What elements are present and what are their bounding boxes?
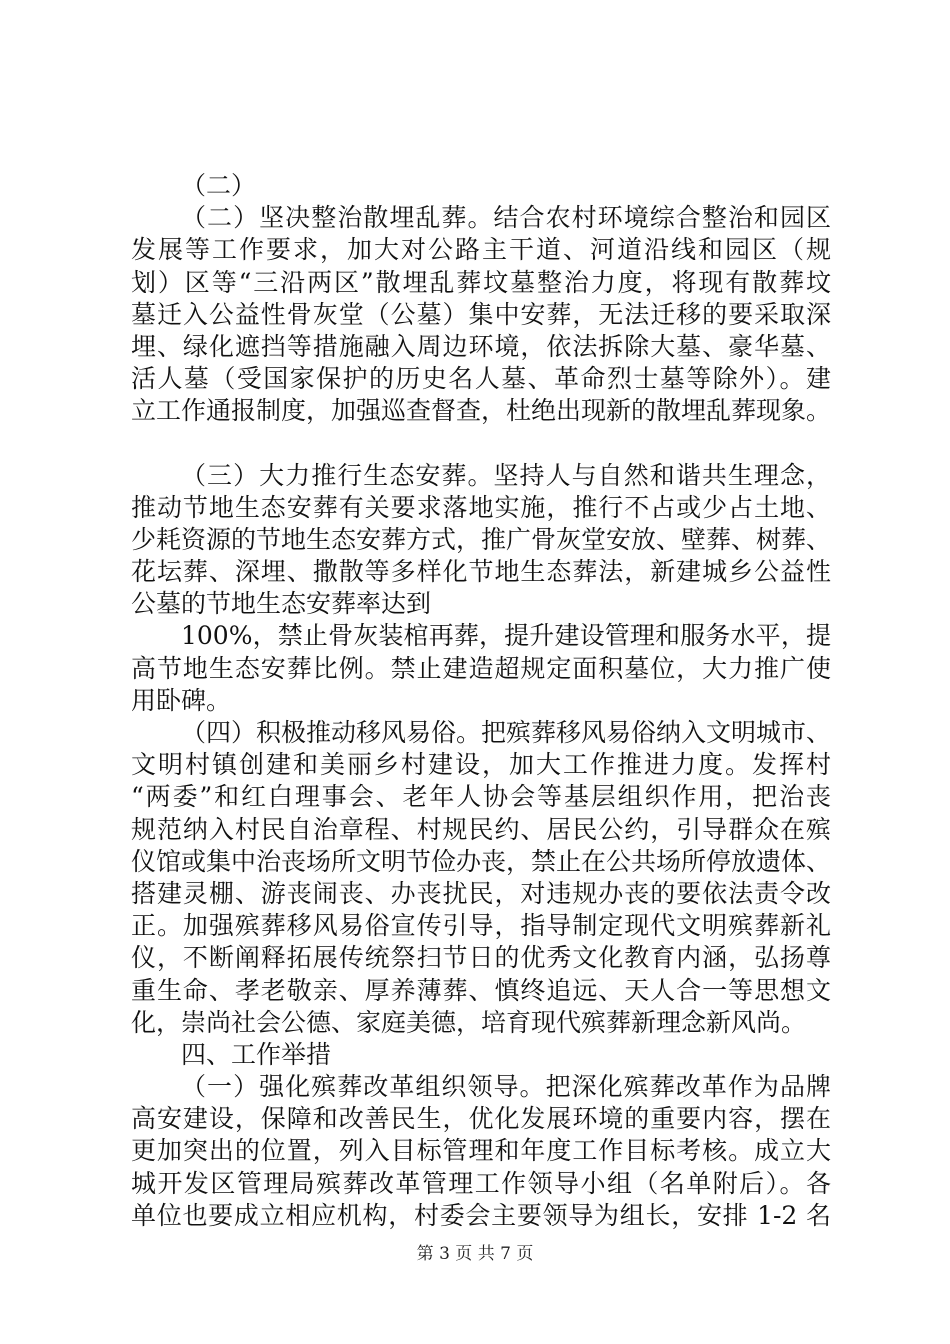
para2-line-5: 埋、绿化遮挡等措施融入周边环境，依法拆除大墓、豪华墓、 (131, 331, 831, 361)
para4-line-6: 搭建灵棚、游丧闹丧、办丧扰民，对违规办丧的要依法责令改 (131, 878, 831, 908)
para2-line-6: 活人墓（受国家保护的历史名人墓、革命烈士墓等除外）。建 (131, 364, 831, 394)
para5-line-1: （一）强化殡葬改革组织领导。把深化殡葬改革作为品牌 (181, 1072, 831, 1102)
heading-er: （二） (181, 171, 257, 200)
para4-line-7: 正。加强殡葬移风易俗宣传引导，指导制定现代文明殡葬新礼 (131, 911, 831, 941)
para2-line-4: 墓迁入公益性骨灰堂（公墓）集中安葬，无法迁移的要采取深 (131, 299, 831, 329)
para4-line-2: 文明村镇创建和美丽乡村建设，加大工作推进力度。发挥村 (131, 750, 831, 780)
para5-line-3: 更加突出的位置，列入目标管理和年度工作目标考核。成立大 (131, 1136, 831, 1166)
para3b-line-2: 高节地生态安葬比例。禁止建造超规定面积墓位，大力推广使 (131, 653, 831, 683)
para5-line-4: 城开发区管理局殡葬改革管理工作领导小组（名单附后）。各 (131, 1168, 831, 1198)
para4-line-10: 化，崇尚社会公德、家庭美德，培育现代殡葬新理念新风尚。 (131, 1007, 807, 1037)
para4-line-8: 仪，不断阐释拓展传统祭扫节日的优秀文化教育内涵，弘扬尊 (131, 943, 831, 973)
para3-line-5: 公墓的节地生态安葬率达到 (131, 589, 432, 619)
para3-line-1: （三）大力推行生态安葬。坚持人与自然和谐共生理念， (181, 460, 831, 490)
para3-line-3: 少耗资源的节地生态安葬方式，推广骨灰堂安放、壁葬、树葬、 (131, 524, 832, 554)
para3-line-2: 推动节地生态安葬有关要求落地实施，推行不占或少占土地、 (131, 492, 831, 522)
page-footer: 第 3 页 共 7 页 (416, 1244, 534, 1264)
para2-line-1: （二）坚决整治散埋乱葬。结合农村环境综合整治和园区 (181, 203, 831, 233)
para4-line-5: 仪馆或集中治丧场所文明节俭办丧，禁止在公共场所停放遗体、 (131, 846, 832, 876)
para4-line-3: “两委”和红白理事会、老年人协会等基层组织作用，把治丧 (131, 782, 831, 812)
section4-title: 四、工作举措 (181, 1039, 332, 1069)
para4-line-9: 重生命、孝老敬亲、厚养薄葬、慎终追远、天人合一等思想文 (131, 975, 831, 1005)
para4-line-4: 规范纳入村民自治章程、村规民约、居民公约，引导群众在殡 (131, 814, 831, 844)
para2-line-7: 立工作通报制度，加强巡查督查，杜绝出现新的散埋乱葬现象。 (131, 396, 832, 426)
para4-line-1: （四）积极推动移风易俗。把殡葬移风易俗纳入文明城市、 (181, 718, 832, 747)
para5-line-5: 单位也要成立相应机构，村委会主要领导为组长，安排 1-2 名 (131, 1200, 831, 1230)
paragraph-gap (131, 428, 831, 460)
para2-line-2: 发展等工作要求，加大对公路主干道、河道沿线和园区（规 (131, 235, 831, 265)
para2-line-3: 划）区等“三沿两区”散埋乱葬坟墓整治力度，将现有散葬坟 (131, 267, 831, 297)
document-body (131, 170, 831, 1232)
para3b-line-1: 100%，禁止骨灰装棺再葬，提升建设管理和服务水平，提 (181, 621, 831, 651)
para5-line-2: 高安建设，保障和改善民生，优化发展环境的重要内容，摆在 (131, 1104, 831, 1134)
para3-line-4: 花坛葬、深埋、撒散等多样化节地生态葬法，新建城乡公益性 (131, 557, 831, 587)
para3b-line-3: 用卧碑。 (131, 685, 232, 715)
